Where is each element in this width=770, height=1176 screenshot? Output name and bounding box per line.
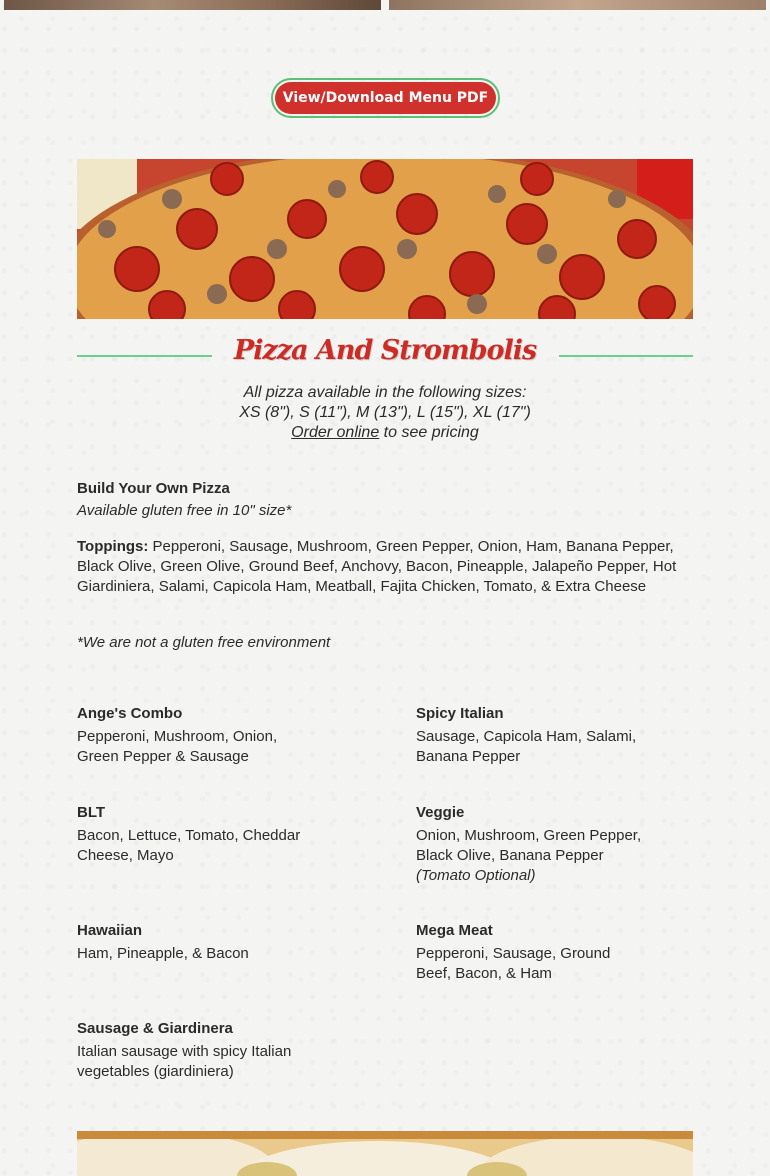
item-desc-2: Beef, Bacon, & Ham	[416, 965, 552, 982]
size-info	[77, 383, 693, 443]
item-name: Spicy Italian	[416, 705, 504, 722]
title-rule-right	[559, 355, 693, 357]
item-desc-1: Pepperoni, Mushroom, Onion,	[77, 728, 278, 745]
gluten-free-note: Available gluten free in 10" size*	[77, 502, 292, 519]
gluten-disclaimer: *We are not a gluten free environment	[77, 634, 331, 651]
item-desc-1: Sausage, Capicola Ham, Salami,	[416, 728, 637, 745]
menu-item	[77, 1018, 337, 1082]
item-desc-1: Italian sausage with spicy Italian	[77, 1043, 292, 1060]
top-photo-right	[389, 0, 766, 10]
order-online-link[interactable]: Order online	[291, 424, 380, 441]
item-optional: (Tomato Optional)	[416, 867, 536, 884]
toppings-text: Pepperoni, Sausage, Mushroom, Green Pepper, Onion, Ham, Banana Pepper, Black Olive, Green Olive, Ground Beef, Anchovy, Bacon, Pineapple, Jalapeño Pepper, Hot Giardiniera, Salami, Capicola Ham, Meatball, Fajita Chicken, Tomato, & Extra Cheese	[77, 538, 677, 595]
item-desc-1: Ham, Pineapple, & Bacon	[77, 945, 249, 962]
item-desc-2: vegetables (giardiniera)	[77, 1063, 234, 1080]
item-desc-1: Bacon, Lettuce, Tomato, Cheddar	[77, 827, 301, 844]
top-photo-left	[4, 0, 381, 10]
sizes-line-2: XS (8"), S (11"), M (13"), L (15"), XL (17")	[239, 404, 531, 421]
section-header	[77, 335, 693, 377]
item-desc-2: Cheese, Mayo	[77, 847, 174, 864]
item-name: Mega Meat	[416, 922, 493, 939]
menu-item	[416, 703, 676, 767]
menu-item	[77, 703, 337, 767]
item-desc-2: Green Pepper & Sausage	[77, 748, 249, 765]
view-menu-pdf-label: View/Download Menu PDF	[275, 82, 496, 114]
item-name: Ange's Combo	[77, 705, 183, 722]
item-name: BLT	[77, 804, 106, 821]
menu-item	[77, 802, 337, 866]
stromboli-image	[77, 1131, 693, 1176]
menu-item	[416, 802, 676, 886]
sizes-line-1: All pizza available in the following sizes:	[243, 384, 527, 401]
menu-item	[77, 920, 337, 964]
menu-item	[416, 920, 676, 984]
item-desc-1: Pepperoni, Sausage, Ground	[416, 945, 611, 962]
section-title: Pizza And Strombolis	[233, 335, 537, 366]
toppings-list	[77, 537, 693, 597]
item-name: Sausage & Giardinera	[77, 1020, 233, 1037]
build-your-own	[77, 479, 693, 523]
view-menu-pdf-button[interactable]	[271, 78, 500, 118]
item-name: Veggie	[416, 804, 465, 821]
byo-heading: Build Your Own Pizza	[77, 480, 230, 497]
order-suffix: to see pricing	[379, 424, 479, 441]
item-desc-2: Black Olive, Banana Pepper	[416, 847, 604, 864]
pizza-hero-image	[77, 159, 693, 319]
item-name: Hawaiian	[77, 922, 143, 939]
toppings-label: Toppings:	[77, 538, 149, 555]
item-desc-2: Banana Pepper	[416, 748, 521, 765]
item-desc-1: Onion, Mushroom, Green Pepper,	[416, 827, 642, 844]
order-line	[77, 423, 693, 443]
